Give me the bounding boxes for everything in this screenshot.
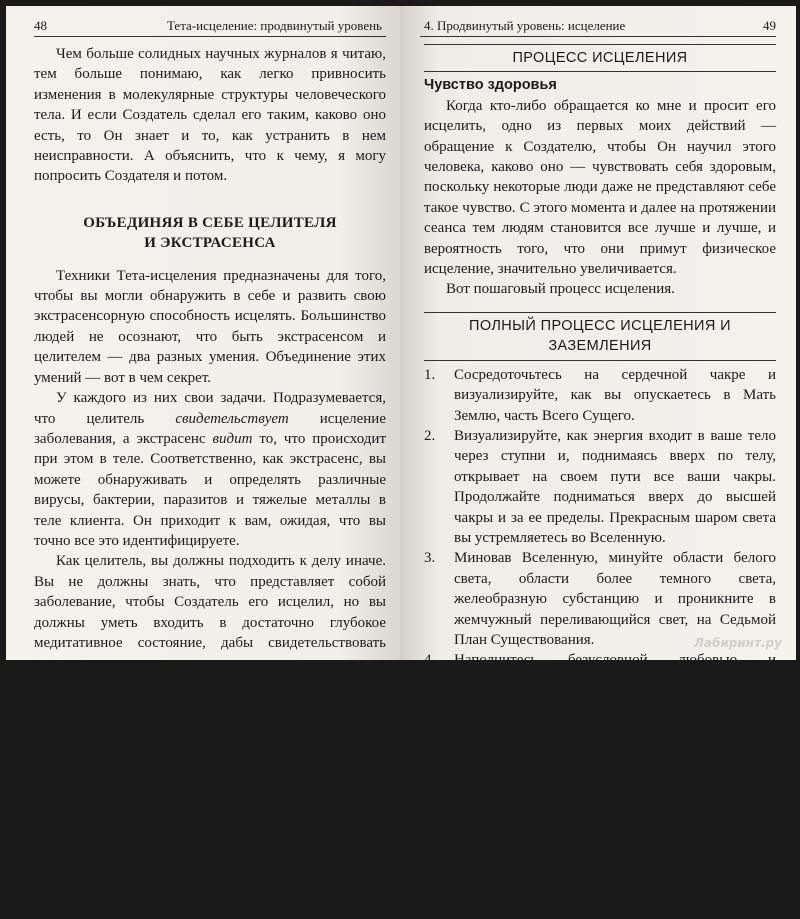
step-text: Сосредоточьтесь на сердечной чакре и визуализируйте, как вы опускаетесь в Мать Землю, часть Всего Сущего. (454, 366, 776, 424)
left-page-header (6, 14, 400, 38)
page-number: 48 (34, 18, 47, 33)
step-text: Наполнитесь безусловной любовью и произнесите повеление: (454, 652, 776, 689)
emphasis: видит (212, 430, 253, 447)
step-text: Станьте свидетелями того, как исцеляющая энергия проникает в пространство этого человека, и наблюдайте свершающиеся в его теле изменения. Продолжайте наблюдать до завершения процесса исцеления. (454, 754, 776, 853)
right-page-body (424, 44, 776, 895)
step-number: 4. (424, 652, 436, 669)
step-text: Миновав Вселенную, минуйте области белого света, области более темного света, желеобразную субстанцию и проникните в жемчужный переливающийся свет, на Седьмой План Существования. (454, 550, 776, 648)
text-run: то, что происходит при этом в теле. Соответственно, как экстрасенс, вы можете обнаруживать и определять различные вирусы, бактерии, паразитов и тяжелые металлы в теле клиента. Он приходит к вам, ожидая, что вы точно все это идентифицируете. (34, 430, 387, 549)
running-head: Тета-исцеление: продвинутый уровень (166, 18, 382, 33)
paragraph: Когда кто-либо обращается ко мне и просит его исцелить, одно из первых моих действий — обращение к Создателю, чтобы Он научил этого человека, каково оно — чувствовать себя здоровым, поскольку некоторые люди даже не представляют себе такое чувство. С этого момента и далее на протяжении сеанса тем людям становится все лучше и лучше, и вероятность того, что они примут физическое исцеление, значительно увеличивается. (424, 97, 776, 278)
step-number: 5. (424, 754, 436, 771)
box-heading: ПРОЦЕСС ИСЦЕЛЕНИЯ (512, 50, 688, 66)
paragraph: Как целитель, вы должны подходить к делу иначе. Вы не должны знать, что представляет собой заболевание, чтобы Создатель его исцелил, но вы должны уметь входить в достаточно глубокое медитативное состояние, дабы свидетельствовать совершающееся исцеление. (34, 553, 386, 672)
step-command-emphasis: «Создатель, повелеваю, чтобы этот человек прямо сейчас был исцелен. Благодарю Тебя. Свершилось. Свершилось. Свершилось». (454, 672, 776, 750)
paragraph: Практикующий Тета-исцеление объединяет в себе и целителя, и экстрасенса. Он — целитель, который использует свои экстрасенсорные способности, чтобы свидетельствовать исцеление через связь с Создателем. (34, 818, 386, 917)
section-heading (34, 213, 386, 254)
paragraph (34, 388, 386, 551)
page-number: 49 (763, 18, 776, 33)
right-page (400, 6, 796, 893)
step-number: 3. (424, 550, 436, 567)
header-rule (34, 36, 386, 37)
emphasis: свидетельствует (175, 410, 289, 427)
step-item (424, 365, 776, 426)
header-rule (420, 36, 776, 37)
step-item (424, 650, 776, 752)
subheading: Чувство здоровья (424, 77, 557, 94)
section-heading-line2: И ЭКСТРАСЕНСА (144, 235, 276, 252)
procedure-heading: ПОЛНЫЙ ПРОЦЕСС ИСЦЕЛЕНИЯ И ЗАЗЕМЛЕНИЯ (469, 317, 731, 355)
step-number: 1. (424, 366, 436, 383)
intro-paragraph: Чем больше солидных научных журналов я читаю, тем больше понимаю, как легко привносить изменения в молекулярные структуры человеческого тела. И если Создатель сделал его таким, каково оно есть, то Он знает и то, как устранить в нем неисправности. А объяснить, что к чему, я могу попросить Создателя и потом. (34, 46, 386, 185)
left-page-body (34, 44, 386, 919)
running-head: 4. Продвинутый уровень: исцеление (424, 18, 626, 33)
step-item (424, 854, 776, 895)
step-number: 2. (424, 427, 436, 444)
procedure-steps (424, 365, 776, 896)
step-item (424, 426, 776, 548)
left-page (6, 6, 400, 917)
paragraph: Техники Тета-исцеления предназначены для того, чтобы вы могли обнаружить в себе и развить свою экстрасенсорную способность исцелять. Большинство людей не осознают, что быть экстрасенсом и целителем — два разных умения. Объединение этих умений — вот в чем секрет. (34, 267, 386, 386)
right-page-header (400, 14, 796, 38)
paragraph: В Тета-исцелении мы используем «высокое» и «низкое» тета-состояния. Для большинства исцелений пребывание в «высоком» тета-состоянии более эффективно, чем пребывание в «низком». И вы, собираясь свидетельствовать исцеление, должны быть уверены, что у вас достаточно времени на вхождение в глубокое тета-состояние. (34, 675, 386, 815)
text-run: У каждого из них свои задачи. Подразумевается, что целитель (34, 390, 386, 427)
paragraph: Вот пошаговый процесс исцеления. (446, 281, 675, 298)
step-number: 6. (424, 856, 436, 873)
step-item (424, 752, 776, 854)
step-text: Представьте, что вы омываете себя в потоке воды или белого света. (454, 856, 776, 893)
text-run: исцеление заболевания, а экстрасенс (34, 410, 386, 447)
step-text: Визуализируйте, как энергия входит в ваше тело через ступни и, поднимаясь вверх по телу, открывает на своем пути все ваши чакры. Продолжайте подниматься вверх до высшей чакры и за ее пределы. Прекрасным шаром света вы устремляетесь во Вселенную. (454, 427, 776, 546)
watermark-logo: Лабиринт.ру (693, 636, 782, 650)
section-heading-line1: ОБЪЕДИНЯЯ В СЕБЕ ЦЕЛИТЕЛЯ (83, 214, 337, 231)
